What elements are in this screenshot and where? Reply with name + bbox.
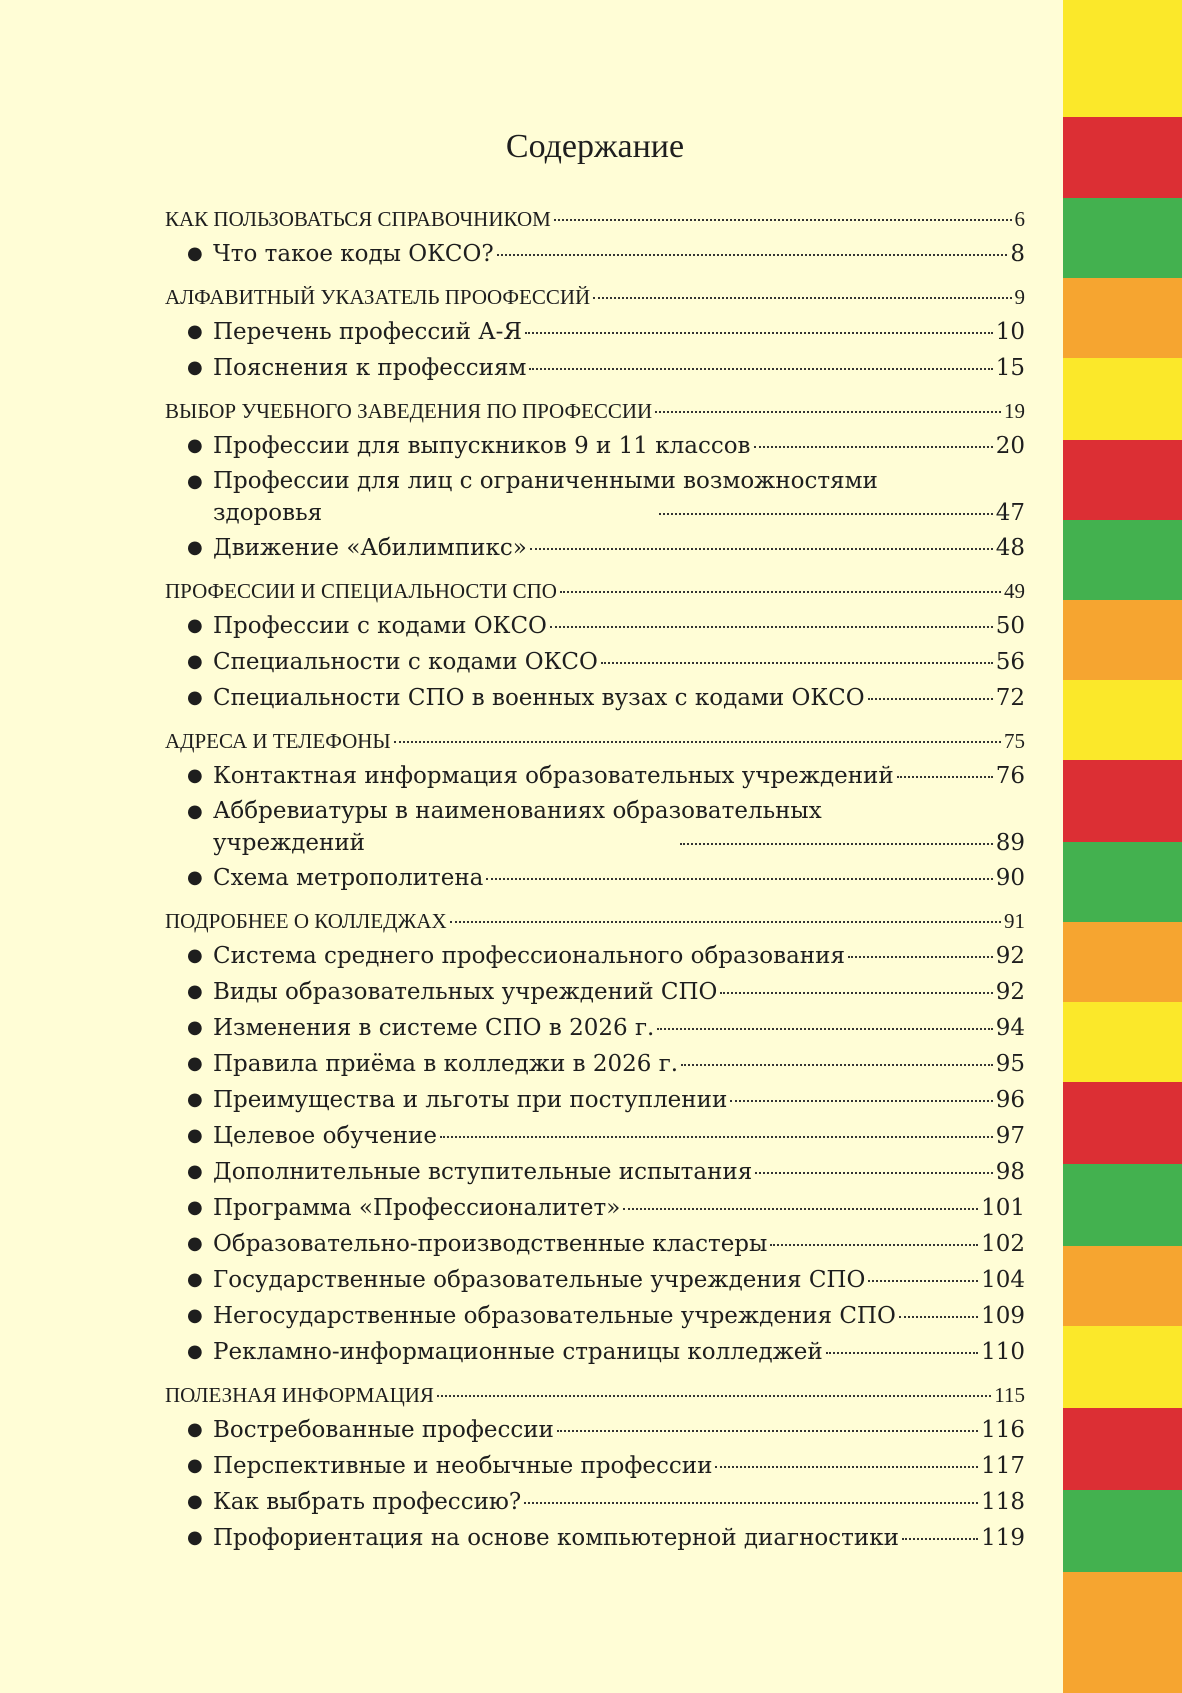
dot-leader — [680, 843, 992, 845]
bullet-icon: ● — [187, 1089, 203, 1110]
toc-page-number: 8 — [1010, 241, 1025, 267]
toc-item[interactable] — [165, 608, 1025, 644]
dot-leader — [897, 776, 993, 778]
bullet-icon: ● — [187, 867, 203, 888]
toc-page-number: 94 — [995, 1015, 1025, 1041]
toc-item[interactable] — [165, 464, 1025, 530]
dot-leader — [557, 1430, 978, 1432]
toc-page-number: 117 — [981, 1453, 1025, 1479]
dot-leader — [868, 698, 993, 700]
toc-page-number: 97 — [995, 1123, 1025, 1149]
toc-item[interactable] — [165, 974, 1025, 1010]
dot-leader — [848, 956, 993, 958]
toc-item-label: Профессии для лиц с ограниченными возможностями — [213, 468, 878, 494]
bullet-icon: ● — [187, 435, 203, 456]
color-stripe — [1063, 1002, 1182, 1082]
toc-item-label: Движение «Абилимпикс» — [213, 535, 527, 561]
toc-item-label: Изменения в системе СПО в 2026 г. — [213, 1015, 655, 1041]
toc-heading-label: ВЫБОР УЧЕБНОГО ЗАВЕДЕНИЯ ПО ПРОФЕССИИ — [165, 399, 653, 423]
toc-item-label: Контактная информация образовательных учреждений — [213, 763, 894, 789]
color-stripe — [1063, 760, 1182, 842]
toc-item[interactable] — [165, 680, 1025, 716]
toc-heading-label: АЛФАВИТНЫЙ УКАЗАТЕЛЬ ПРООФЕССИЙ — [165, 285, 591, 309]
toc-heading[interactable] — [165, 280, 1025, 314]
toc-page-number: 102 — [981, 1231, 1025, 1257]
toc-page-number: 89 — [995, 830, 1025, 856]
toc-page-number: 76 — [995, 763, 1025, 789]
toc-item-label: Профориентация на основе компьютерной диагностики — [213, 1525, 899, 1551]
toc-page-number: 48 — [995, 535, 1025, 561]
color-stripe — [1063, 922, 1182, 1002]
color-stripe — [1063, 842, 1182, 922]
dot-leader — [601, 662, 993, 664]
bullet-icon: ● — [187, 1305, 203, 1326]
toc-item[interactable] — [165, 1448, 1025, 1484]
dot-leader — [681, 1064, 993, 1066]
toc-item-label: Востребованные профессии — [213, 1417, 554, 1443]
dot-leader — [715, 1466, 978, 1468]
color-stripe — [1063, 1326, 1182, 1408]
toc-item-label: Программа «Профессионалитет» — [213, 1195, 621, 1221]
toc-item-label-continued: учреждений — [213, 830, 365, 856]
toc-page-number: 49 — [1004, 579, 1025, 603]
bullet-icon: ● — [187, 615, 203, 636]
bullet-icon: ● — [187, 321, 203, 342]
toc-item[interactable] — [165, 1334, 1025, 1370]
color-stripe — [1063, 1572, 1182, 1693]
bullet-icon: ● — [187, 981, 203, 1002]
toc-page-number: 90 — [995, 865, 1025, 891]
toc-item-label: Правила приёма в колледжи в 2026 г. — [213, 1051, 679, 1077]
toc-item-label: Целевое обучение — [213, 1123, 437, 1149]
toc-page-number: 110 — [981, 1339, 1025, 1365]
dot-leader — [497, 254, 1008, 256]
color-stripe — [1063, 117, 1182, 198]
toc-item-label: Аббревиатуры в наименованиях образовательных — [213, 798, 822, 824]
toc-section — [165, 904, 1025, 1370]
dot-leader — [524, 1502, 978, 1504]
dot-leader — [659, 513, 993, 515]
toc-item-label: Что такое коды ОКСО? — [213, 241, 494, 267]
toc-item[interactable] — [165, 644, 1025, 680]
toc-heading[interactable] — [165, 574, 1025, 608]
toc-item-label: Специальности СПО в военных вузах с кодами ОКСО — [213, 685, 865, 711]
toc-section — [165, 574, 1025, 716]
toc-page-number: 91 — [1004, 909, 1025, 933]
bullet-icon: ● — [187, 945, 203, 966]
toc-heading-label: ПОЛЕЗНАЯ ИНФОРМАЦИЯ — [165, 1383, 434, 1407]
toc-item-label: Профессии для выпускников 9 и 11 классов — [213, 433, 751, 459]
toc-item[interactable] — [165, 236, 1025, 272]
bullet-icon: ● — [187, 357, 203, 378]
dot-leader — [450, 921, 1001, 923]
toc-page-number: 6 — [1014, 207, 1025, 231]
toc-page-number: 115 — [994, 1383, 1025, 1407]
toc-item-label: Преимущества и льготы при поступлении — [213, 1087, 728, 1113]
color-stripe — [1063, 1408, 1182, 1490]
toc-page-number: 50 — [995, 613, 1025, 639]
toc-item-label: Виды образовательных учреждений СПО — [213, 979, 718, 1005]
color-stripe — [1063, 1246, 1182, 1326]
bullet-icon: ● — [187, 1017, 203, 1038]
toc-page-number: 92 — [995, 979, 1025, 1005]
dot-leader — [730, 1100, 992, 1102]
toc-section — [165, 202, 1025, 272]
toc-item-label: Перечень профессий А-Я — [213, 319, 522, 345]
color-stripe — [1063, 680, 1182, 760]
bullet-icon: ● — [187, 687, 203, 708]
toc-item[interactable] — [165, 938, 1025, 974]
toc-item[interactable] — [165, 314, 1025, 350]
dot-leader — [486, 878, 992, 880]
dot-leader — [529, 368, 992, 370]
color-stripe — [1063, 0, 1182, 117]
dot-leader — [755, 1172, 992, 1174]
toc-page-number: 98 — [995, 1159, 1025, 1185]
toc-item-label: Профессии с кодами ОКСО — [213, 613, 547, 639]
toc-item[interactable] — [165, 1154, 1025, 1190]
bullet-icon: ● — [187, 1053, 203, 1074]
toc-page-number: 95 — [995, 1051, 1025, 1077]
toc-heading-label: ПРОФЕССИИ И СПЕЦИАЛЬНОСТИ СПО — [165, 579, 557, 603]
toc-section — [165, 1378, 1025, 1556]
table-of-contents — [165, 202, 1025, 1564]
toc-item[interactable] — [165, 1082, 1025, 1118]
toc-heading-label: ПОДРОБНЕЕ О КОЛЛЕДЖАХ — [165, 909, 447, 933]
dot-leader — [394, 741, 1001, 743]
toc-page-number: 56 — [995, 649, 1025, 675]
dot-leader — [754, 446, 993, 448]
bullet-icon: ● — [187, 1341, 203, 1362]
bullet-icon: ● — [187, 1455, 203, 1476]
dot-leader — [720, 992, 992, 994]
toc-item-label: Рекламно-информационные страницы колледжей — [213, 1339, 823, 1365]
dot-leader — [560, 591, 1001, 593]
toc-item-label-continued: здоровья — [213, 500, 323, 526]
dot-leader — [437, 1395, 991, 1397]
color-stripe — [1063, 440, 1182, 520]
toc-page-number: 118 — [981, 1489, 1025, 1515]
dot-leader — [440, 1136, 993, 1138]
dot-leader — [593, 297, 1011, 299]
dot-leader — [655, 411, 1001, 413]
toc-item-label: Система среднего профессионального образования — [213, 943, 845, 969]
color-stripe — [1063, 1490, 1182, 1572]
dot-leader — [902, 1538, 978, 1540]
toc-item[interactable] — [165, 530, 1025, 566]
color-stripe-bar — [1063, 0, 1182, 1693]
toc-page-number: 96 — [995, 1087, 1025, 1113]
toc-heading[interactable] — [165, 202, 1025, 236]
toc-item[interactable] — [165, 1046, 1025, 1082]
toc-item-label: Пояснения к профессиям — [213, 355, 527, 381]
toc-item[interactable] — [165, 350, 1025, 386]
bullet-icon: ● — [187, 243, 203, 264]
bullet-icon: ● — [187, 1269, 203, 1290]
dot-leader — [899, 1316, 978, 1318]
toc-page-number: 47 — [995, 500, 1026, 526]
toc-page-number: 101 — [981, 1195, 1025, 1221]
toc-item[interactable] — [165, 1118, 1025, 1154]
color-stripe — [1063, 600, 1182, 680]
bullet-icon: ● — [187, 651, 203, 672]
toc-item[interactable] — [165, 1010, 1025, 1046]
dot-leader — [868, 1280, 978, 1282]
color-stripe — [1063, 520, 1182, 600]
toc-section — [165, 280, 1025, 386]
bullet-icon: ● — [187, 471, 203, 492]
toc-item-label: Перспективные и необычные профессии — [213, 1453, 713, 1479]
toc-page-number: 15 — [995, 355, 1025, 381]
color-stripe — [1063, 1164, 1182, 1246]
bullet-icon: ● — [187, 1527, 203, 1548]
bullet-icon: ● — [187, 801, 203, 822]
toc-item-label: Схема метрополитена — [213, 865, 484, 891]
toc-item[interactable] — [165, 1226, 1025, 1262]
toc-page-number: 109 — [981, 1303, 1025, 1329]
bullet-icon: ● — [187, 765, 203, 786]
toc-page-number: 75 — [1004, 729, 1025, 753]
toc-heading[interactable] — [165, 724, 1025, 758]
toc-item[interactable] — [165, 860, 1025, 896]
bullet-icon: ● — [187, 1233, 203, 1254]
dot-leader — [770, 1244, 978, 1246]
toc-page-number: 104 — [981, 1267, 1025, 1293]
toc-item[interactable] — [165, 758, 1025, 794]
bullet-icon: ● — [187, 1161, 203, 1182]
toc-heading[interactable] — [165, 904, 1025, 938]
toc-item-label: Образовательно-производственные кластеры — [213, 1231, 768, 1257]
page-title: Содержание — [505, 128, 685, 165]
toc-item[interactable] — [165, 1262, 1025, 1298]
toc-item[interactable] — [165, 1520, 1025, 1556]
toc-page-number: 116 — [981, 1417, 1025, 1443]
toc-page-number: 72 — [995, 685, 1025, 711]
toc-item[interactable] — [165, 1412, 1025, 1448]
color-stripe — [1063, 198, 1182, 278]
toc-page-number: 10 — [995, 319, 1025, 345]
bullet-icon: ● — [187, 537, 203, 558]
color-stripe — [1063, 278, 1182, 358]
dot-leader — [525, 332, 993, 334]
toc-heading-label: АДРЕСА И ТЕЛЕФОНЫ — [165, 729, 391, 753]
toc-heading[interactable] — [165, 394, 1025, 428]
toc-heading-label: КАК ПОЛЬЗОВАТЬСЯ СПРАВОЧНИКОМ — [165, 207, 551, 231]
toc-item[interactable] — [165, 1298, 1025, 1334]
toc-page-number: 19 — [1004, 399, 1025, 423]
toc-item-label: Дополнительные вступительные испытания — [213, 1159, 753, 1185]
bullet-icon: ● — [187, 1197, 203, 1218]
color-stripe — [1063, 1082, 1182, 1164]
toc-page-number: 20 — [995, 433, 1025, 459]
toc-section — [165, 724, 1025, 896]
dot-leader — [657, 1028, 992, 1030]
bullet-icon: ● — [187, 1491, 203, 1512]
toc-item[interactable] — [165, 1190, 1025, 1226]
toc-item-label: Специальности с кодами ОКСО — [213, 649, 598, 675]
toc-page-number: 9 — [1014, 285, 1025, 309]
toc-section — [165, 394, 1025, 566]
dot-leader — [623, 1208, 978, 1210]
toc-item-label: Государственные образовательные учреждения СПО — [213, 1267, 866, 1293]
bullet-icon: ● — [187, 1125, 203, 1146]
bullet-icon: ● — [187, 1419, 203, 1440]
toc-item[interactable] — [165, 1484, 1025, 1520]
dot-leader — [530, 548, 993, 550]
toc-heading[interactable] — [165, 1378, 1025, 1412]
toc-item[interactable] — [165, 428, 1025, 464]
dot-leader — [550, 626, 993, 628]
toc-page-number: 119 — [981, 1525, 1025, 1551]
toc-page-number: 92 — [995, 943, 1025, 969]
toc-item-label: Негосударственные образовательные учреждения СПО — [213, 1303, 896, 1329]
dot-leader — [554, 219, 1012, 221]
toc-item-label: Как выбрать профессию? — [213, 1489, 522, 1515]
toc-item[interactable] — [165, 794, 1025, 860]
dot-leader — [826, 1352, 978, 1354]
color-stripe — [1063, 358, 1182, 440]
